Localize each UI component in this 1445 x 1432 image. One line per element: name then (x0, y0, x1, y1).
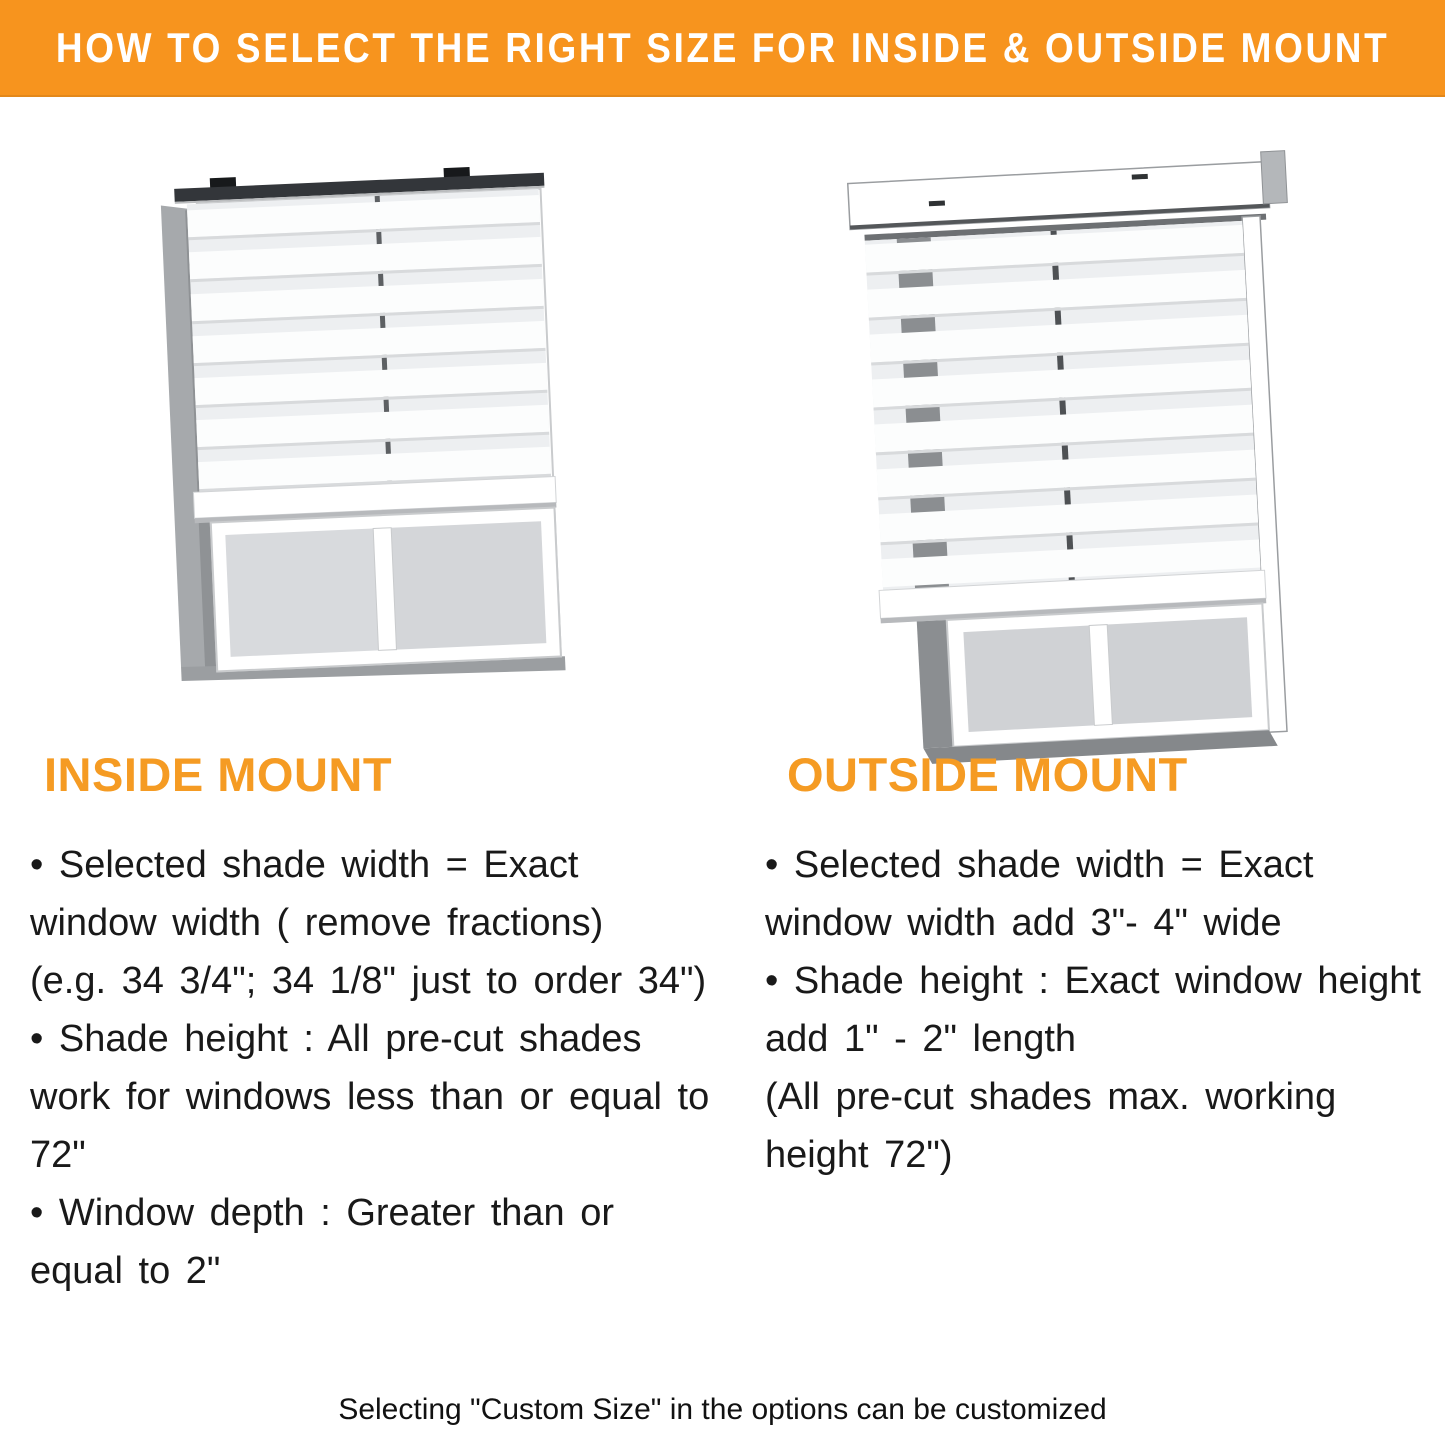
inside-mount-illustration (135, 145, 585, 720)
inside-mount-window-image (135, 145, 585, 720)
bullet-line: • Shade height : Exact window height (765, 960, 1421, 1002)
text-line: height 72") (765, 1134, 953, 1176)
text-line: (e.g. 34 3/4"; 34 1/8" just to order 34") (30, 960, 707, 1002)
text-line: work for windows less than or equal to (30, 1076, 710, 1118)
bullet-line: • Selected shade width = Exact (765, 844, 1314, 886)
text-line: (All pre-cut shades max. working (765, 1076, 1337, 1118)
text-line: window width ( remove fractions) (30, 902, 604, 944)
text-line: window width add 3"- 4" wide (765, 902, 1282, 944)
inside-mount-heading: INSIDE MOUNT (44, 748, 393, 801)
inside-mount-instructions (30, 836, 730, 1300)
text-line: equal to 2" (30, 1250, 221, 1292)
outside-mount-window-image (850, 130, 1300, 770)
header-banner (0, 0, 1445, 97)
outside-mount-instructions (765, 836, 1435, 1184)
custom-size-note: Selecting "Custom Size" in the options can be customized (338, 1393, 1107, 1426)
bullet-line: • Window depth : Greater than or (30, 1192, 615, 1234)
bullet-line: • Selected shade width = Exact (30, 844, 579, 886)
text-line: add 1" - 2" length (765, 1018, 1077, 1060)
outside-mount-heading: OUTSIDE MOUNT (787, 748, 1188, 801)
text-line: 72" (30, 1134, 86, 1176)
bullet-line: • Shade height : All pre-cut shades (30, 1018, 642, 1060)
outside-mount-illustration (850, 130, 1300, 770)
banner-title: HOW TO SELECT THE RIGHT SIZE FOR INSIDE & OUTSIDE MOUNT (55, 23, 1390, 71)
